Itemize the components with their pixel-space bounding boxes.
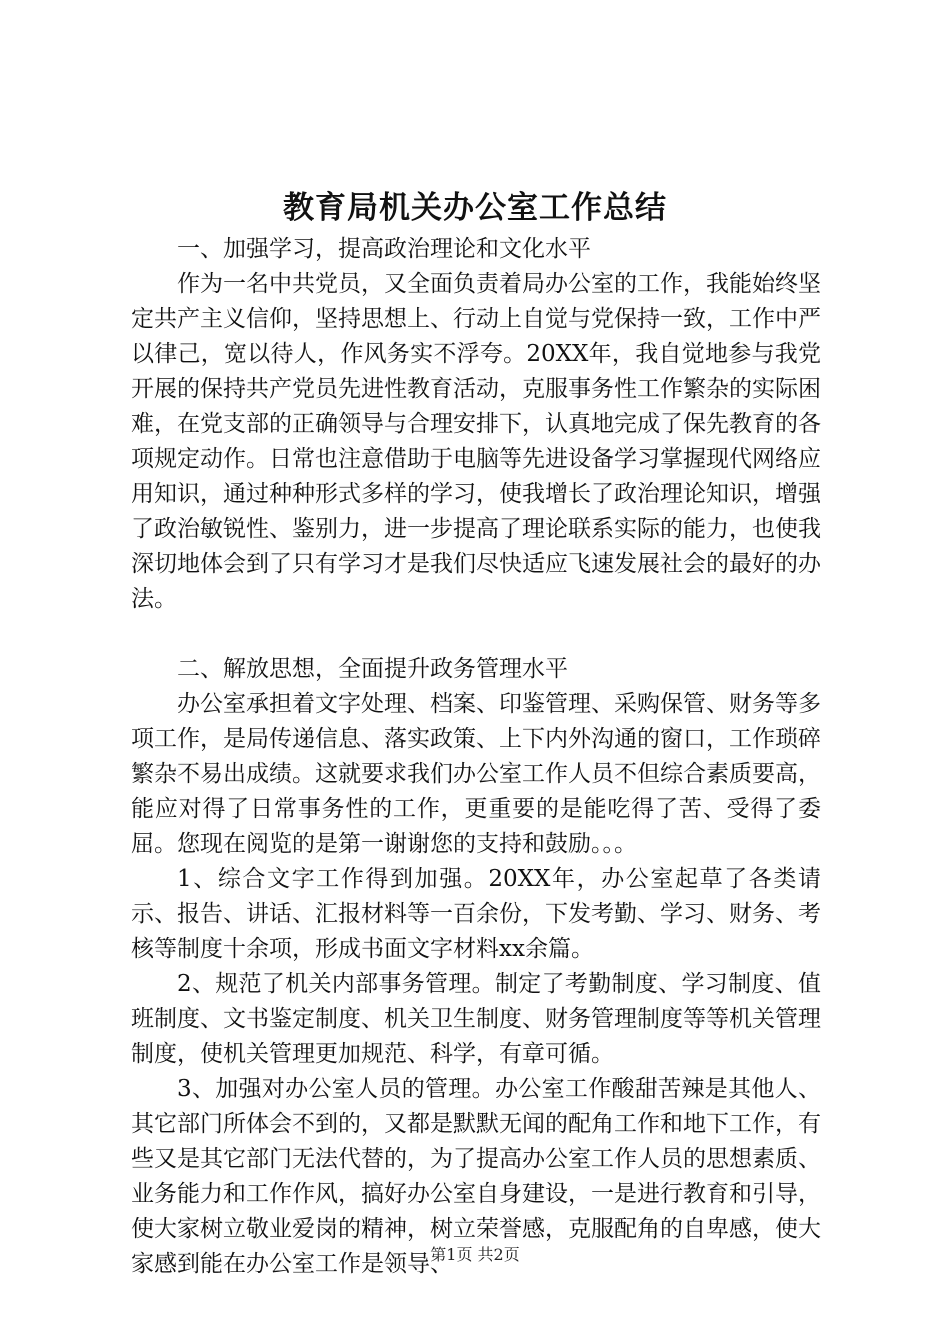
section-2-item-3: 3、加强对办公室人员的管理。办公室工作酸甜苦辣是其他人、其它部门所体会不到的，又都是默默无闻的配角工作和地下工作，有些又是其它部门无法代替的，为了提高办公室工作人员的思想素质、业务能力和工作作风，搞好办公室自身建设，一是进行教育和引导，使大家树立敬业爱岗的精神，树立荣誉感，克服配角的自卑感，使大家感到能在办公室工作是领导、	[131, 1076, 821, 1277]
section-2-heading: 二、解放思想，全面提升政务管理水平	[177, 656, 568, 682]
document-body	[131, 232, 821, 1282]
section-1-heading: 一、加强学习，提高政治理论和文化水平	[177, 236, 591, 262]
page-footer: 第1页 共2页	[430, 1245, 520, 1264]
section-1-paragraph: 作为一名中共党员，又全面负责着局办公室的工作，我能始终坚定共产主义信仰，坚持思想上、行动上自觉与党保持一致，工作中严以律己，宽以待人，作风务实不浮夸。20XX年，我自觉地参与我党开展的保持共产党员先进性教育活动，克服事务性工作繁杂的实际困难，在党支部的正确领导与合理安排下，认真地完成了保先教育的各项规定动作。日常也注意借助于电脑等先进设备学习掌握现代网络应用知识，通过种种形式多样的学习，使我增长了政治理论知识，增强了政治敏锐性、鉴别力，进一步提高了理论联系实际的能力，也使我深切地体会到了只有学习才是我们尽快适应飞速发展社会的最好的办法。	[131, 271, 821, 612]
section-2-item-2: 2、规范了机关内部事务管理。制定了考勤制度、学习制度、值班制度、文书鉴定制度、机关卫生制度、财务管理制度等等机关管理制度，使机关管理更加规范、科学，有章可循。	[131, 971, 821, 1067]
document-title: 教育局机关办公室工作总结	[283, 190, 667, 226]
section-2-item-1: 1、综合文字工作得到加强。20XX年，办公室起草了各类请示、报告、讲话、汇报材料等一百余份，下发考勤、学习、财务、考核等制度十余项，形成书面文字材料xx余篇。	[131, 866, 821, 962]
section-2-paragraph: 办公室承担着文字处理、档案、印鉴管理、采购保管、财务等多项工作，是局传递信息、落实政策、上下内外沟通的窗口，工作琐碎繁杂不易出成绩。这就要求我们办公室工作人员不但综合素质要高，能应对得了日常事务性的工作，更重要的是能吃得了苦、受得了委屈。您现在阅览的是第一谢谢您的支持和鼓励。。。	[131, 691, 821, 857]
section-spacer	[131, 617, 821, 652]
